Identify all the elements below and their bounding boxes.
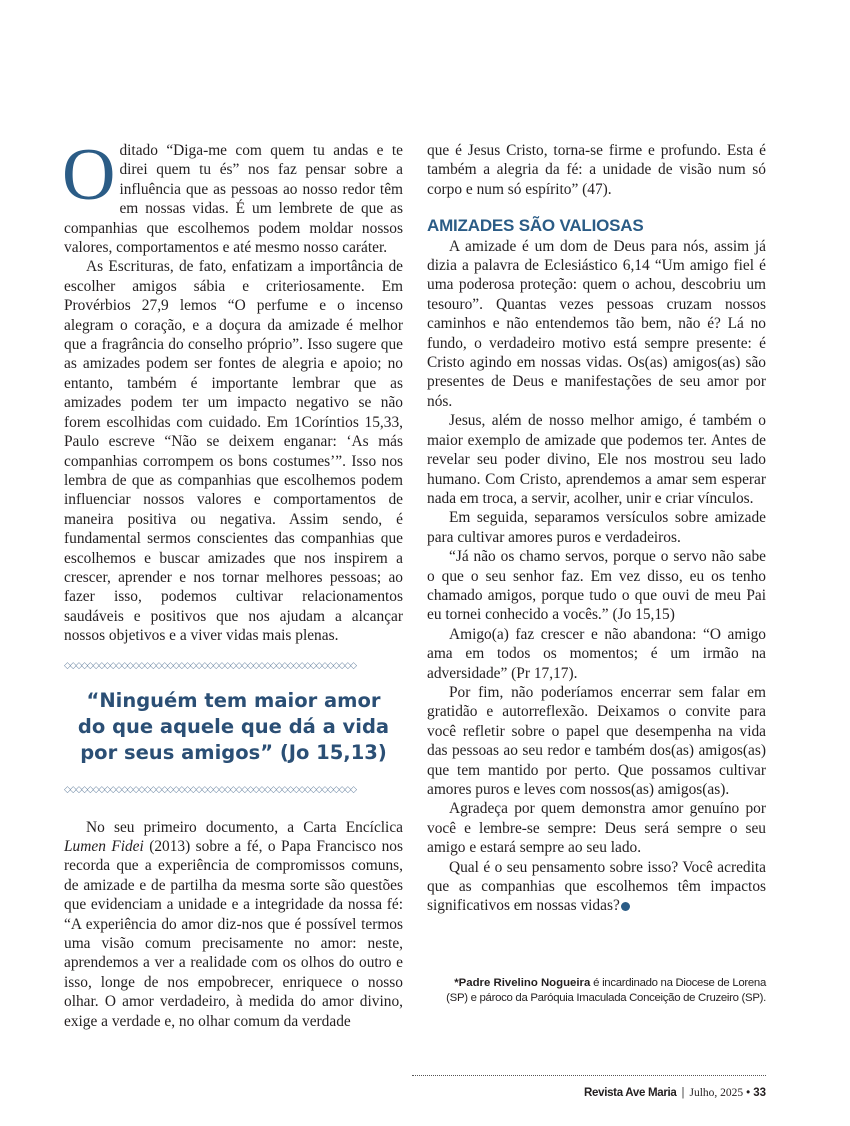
body-paragraph: As Escrituras, de fato, enfatizam a importância de escolher amigos sábia e criteriosamente. Em Provérbios 27,9 lemos “O perfume e o incenso alegram o coração, e a doçura da amizade é melhor que a fragrância do conselho próprio”. Isso sugere que as amizades podem ser fontes de alegria e apoio; no entanto, também é importante lembrar que as amizades podem ter um impacto negativo se não forem escolhidas com cuidado. Em 1Coríntios 15,33, Paulo escreve “Não se deixem enganar: ‘As más companhias corrompem os bons costumes’”. Isso nos lembra de que as companhias que escolhemos podem influenciar nossos valores e comportamentos de maneira positiva ou negativa. Assim sendo, é fundamental sermos conscientes das companhias que escolhemos e buscar amizades que nos inspirem a crescer, aprender e nos tornar melhores pessoas; ao fazer isso, podemos cultivar relacionamentos saudáveis e positivos que nos ajudam a alcançar nossos objetivos e a viver vidas mais plenas.: [64, 258, 403, 645]
footer-divider: [412, 1075, 766, 1076]
footer-separator: |: [681, 1087, 685, 1099]
intro-paragraph: Oditado “Diga-me com quem tu andas e te direi quem tu és” nos faz pensar sobre a influência que as pessoas ao nosso redor têm em nossas vidas. É um lembrete de que as companhias que escolhemos podem moldar nossos valores, comportamentos e até mesmo nosso caráter.: [62, 134, 403, 257]
page-number: 33: [753, 1087, 766, 1099]
pull-quote: [64, 660, 403, 796]
diamond-border-bottom: ◇◇◇◇◇◇◇◇◇◇◇◇◇◇◇◇◇◇◇◇◇◇◇◇◇◇◇◇◇◇◇◇◇◇◇◇◇◇◇◇◇◇◇◇◇◇◇◇◇◇◇: [64, 784, 356, 795]
bible-verse-paragraph: “Já não os chamo servos, porque o servo não sabe o que o seu senhor faz. Em vez disso, eu os tenho chamado amigos, porque tudo o que ouvi de meu Pai eu tornei conhecido a vocês.” (Jo 15,15): [427, 548, 766, 624]
body-paragraph: Por fim, não poderíamos encerrar sem falar em gratidão e autorreflexão. Deixamos o convite para você refletir sobre o papel que desempenha na vida das pessoas ao seu redor e também dos(as) amigos(as) que tem mantido por perto. Que possamos cultivar amores puros e leves com nossos(as) amigos(as).: [427, 683, 766, 798]
body-paragraph: Em seguida, separamos versículos sobre amizade para cultivar amores puros e verdadeiros.: [427, 509, 766, 546]
author-bio: é incardinado na Diocese de Lorena (SP) e pároco da Paróquia Imaculada Conceição de Cruzeiro (SP).: [446, 977, 766, 1004]
bible-verse-paragraph: Amigo(a) faz crescer e não abandona: “O amigo ama em todos os momentos; é um irmão na adversidade” (Pr 17,17).: [427, 625, 766, 682]
continuation-paragraph: que é Jesus Cristo, torna-se firme e profundo. Esta é também a alegria da fé: a unidade de visão num só corpo e num só espírito” (47).: [427, 142, 766, 198]
right-column: [427, 141, 766, 916]
drop-cap: O: [62, 134, 116, 216]
pull-quote-text: “Ninguém tem maior amor do que aquele que dá a vida por seus amigos” (Jo 15,13): [77, 688, 390, 764]
diamond-border-top: ◇◇◇◇◇◇◇◇◇◇◇◇◇◇◇◇◇◇◇◇◇◇◇◇◇◇◇◇◇◇◇◇◇◇◇◇◇◇◇◇◇◇◇◇◇◇◇◇◇◇◇: [64, 660, 356, 671]
body-paragraph: Agradeça por quem demonstra amor genuíno por você e lembre-se sempre: Deus será sempre o seu amigo e estará sempre ao seu lado.: [427, 800, 766, 857]
magazine-name: Revista Ave Maria: [584, 1087, 677, 1099]
section-heading: AMIZADES SÃO VALIOSAS: [427, 216, 644, 236]
encyclical-title: Lumen Fidei: [64, 837, 144, 855]
author-note: [432, 976, 766, 1006]
left-column: [62, 134, 403, 1031]
body-paragraph: No seu primeiro documento, a Carta Encíclica Lumen Fidei (2013) sobre a fé, o Papa Francisco nos recorda que a experiência de compromissos comuns, de amizade e de partilha da mesma sorte são questões que evidenciam a unidade e a integridade da nossa fé: “A experiência do amor diz-nos que é possível termos uma visão comum precisamente no amor: neste, aprendemos a ver a realidade com os olhos do outro e isso, longe de nos empobrecer, enriquece o nosso olhar. O amor verdadeiro, à medida do amor divino, exige a verdade e, no olhar comum da verdade: [64, 818, 403, 1030]
end-mark-icon: [621, 902, 630, 911]
issue-date: Julho, 2025: [689, 1087, 744, 1099]
body-paragraph: A amizade é um dom de Deus para nós, assim já dizia a palavra de Eclesiástico 6,14 “Um amigo fiel é uma poderosa proteção: quem o achou, descobriu um tesouro”. Quantas vezes pessoas cruzam nossos caminhos e não entendemos tão bem, não é? Lá no fundo, o verdadeiro motivo está sempre presente: é Cristo agindo em nossas vidas. Os(as) amigos(as) são presentes de Deus e manifestações de seu amor por nós.: [427, 237, 766, 410]
page-footer: [412, 1087, 766, 1099]
author-name: *Padre Rivelino Nogueira: [454, 977, 591, 989]
bullet-icon: •: [746, 1087, 751, 1099]
body-paragraph: Jesus, além de nosso melhor amigo, é também o maior exemplo de amizade que podemos ter. Antes de revelar seu poder divino, Ele nos mostrou seu lado humano. Com Cristo, aprendemos a amar sem esperar nada em troca, a servir, acolher, unir e criar vínculos.: [427, 412, 766, 507]
closing-paragraph: Qual é o seu pensamento sobre isso? Você acredita que as companhias que escolhemos têm impactos significativos em nossas vidas?: [427, 858, 766, 915]
